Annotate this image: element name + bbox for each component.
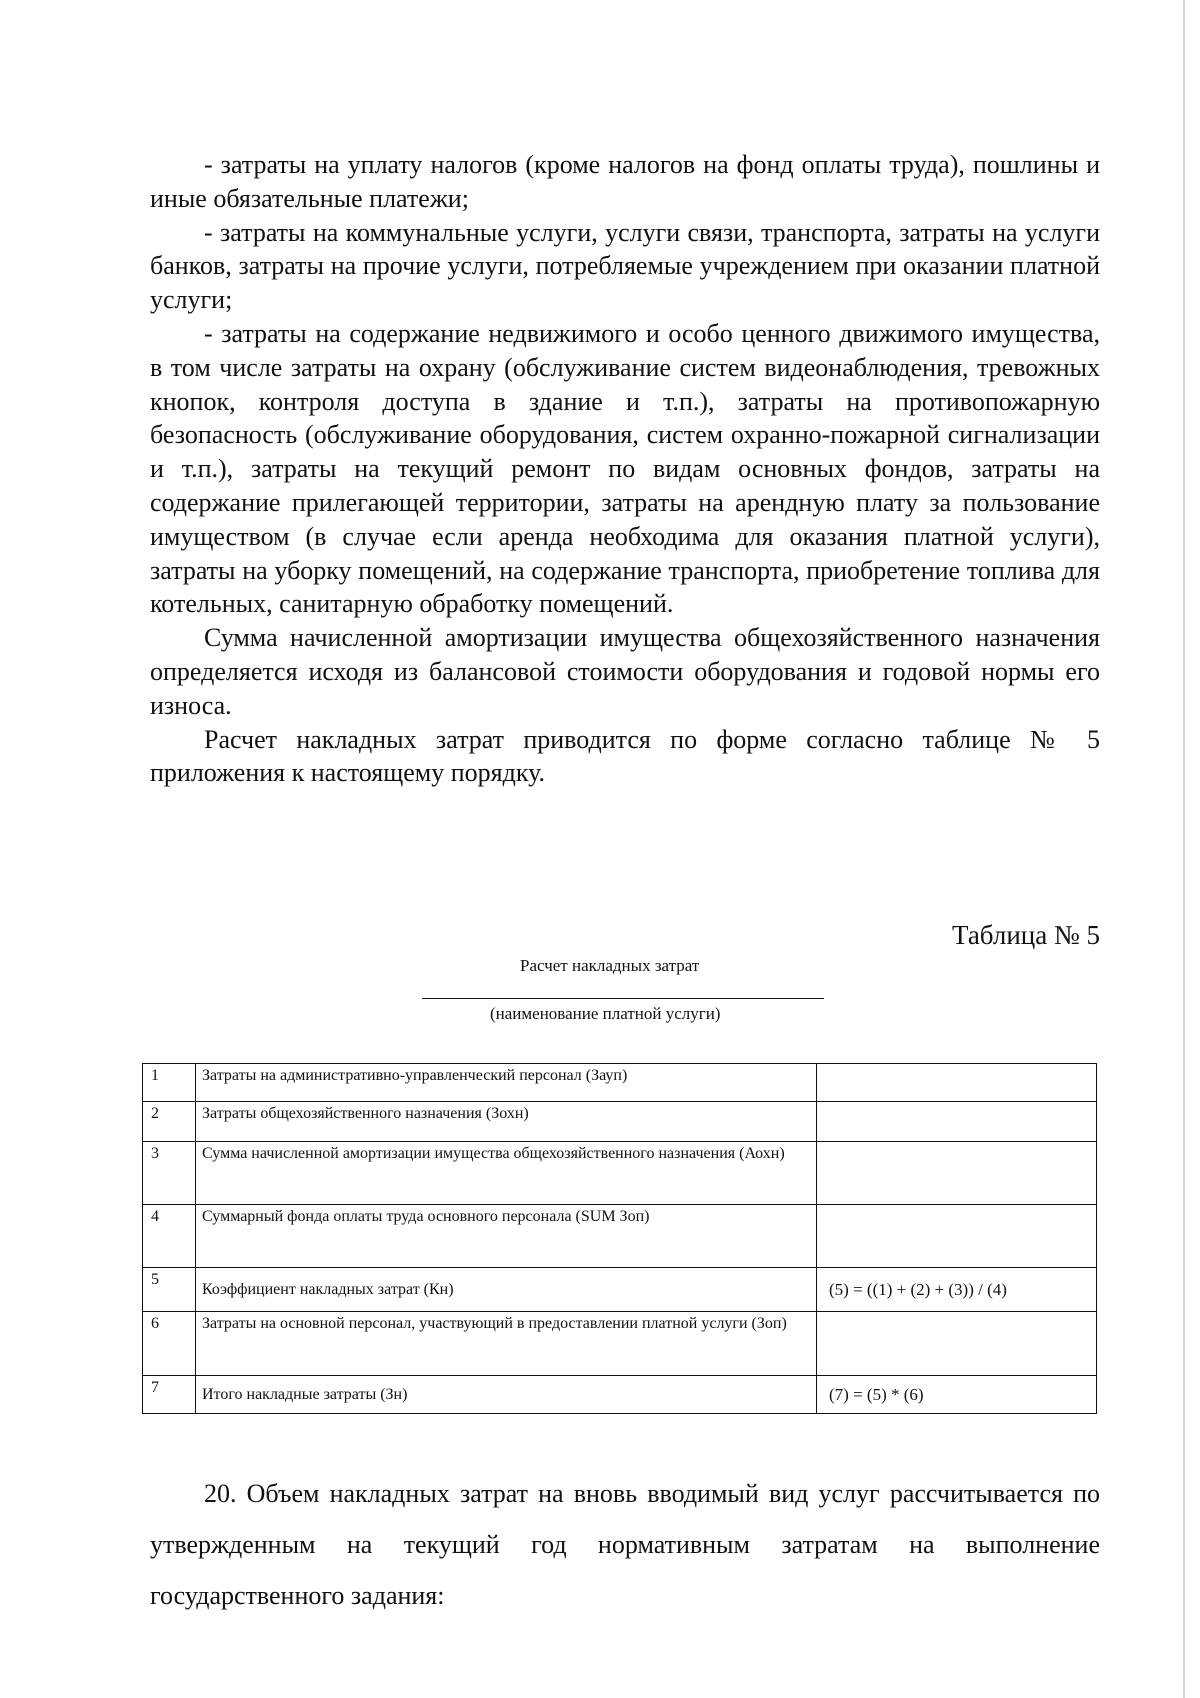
paragraph-table-reference: Расчет накладных затрат приводится по форме согласно таблице № 5 приложения к настоящему порядку. [150, 724, 1100, 788]
row-description: Затраты общехозяйственного назначения (Зохн) [196, 1102, 817, 1142]
row-value: (7) = (5) * (6) [817, 1376, 1097, 1414]
row-value: (5) = ((1) + (2) + (3)) / (4) [817, 1268, 1097, 1312]
table-row [143, 1142, 1097, 1205]
paragraph-depreciation: Сумма начисленной амортизации имущества общехозяйственного назначения определяется исходя из балансовой стоимости оборудования и годовой нормы его износа. [150, 623, 1100, 720]
row-number: 6 [143, 1312, 196, 1376]
row-number: 3 [143, 1142, 196, 1205]
table-row [143, 1064, 1097, 1102]
table-row [143, 1312, 1097, 1376]
row-number: 4 [143, 1205, 196, 1268]
paragraph-new-services: 20. Объем накладных затрат на вновь вводимый вид услуг рассчитывается по утвержденным на текущий год нормативным затратам на выполнение государственного задания: [150, 1479, 1100, 1610]
overhead-calculation-table [142, 1063, 1097, 1414]
table-row [143, 1102, 1097, 1142]
row-number: 2 [143, 1102, 196, 1142]
row-value [817, 1312, 1097, 1376]
row-number: 1 [143, 1064, 196, 1102]
row-description: Коэффициент накладных затрат (Кн) [196, 1268, 817, 1312]
table-subcaption: (наименование платной услуги) [490, 1004, 721, 1023]
page-edge-line [1183, 0, 1185, 1698]
table-number-label: Таблица № 5 [952, 920, 1100, 950]
table-row [143, 1268, 1097, 1312]
row-description: Затраты на основной персонал, участвующий в предоставлении платной услуги (Зоп) [196, 1312, 817, 1376]
row-value [817, 1102, 1097, 1142]
paragraph-utilities: - затраты на коммунальные услуги, услуги связи, транспорта, затраты на услуги банков, затраты на прочие услуги, потребляемые учреждением при оказании платной услуги; [150, 217, 1100, 315]
row-number: 7 [143, 1376, 196, 1414]
row-description: Суммарный фонда оплаты труда основного персонала (SUM Зоп) [196, 1205, 817, 1268]
paragraph-taxes: - затраты на уплату налогов (кроме налогов на фонд оплаты труда), пошлины и иные обязательные платежи; [150, 150, 1100, 213]
row-value [817, 1205, 1097, 1268]
body-text [150, 148, 1100, 790]
table-row [143, 1376, 1097, 1414]
table-row [143, 1205, 1097, 1268]
row-value [817, 1064, 1097, 1102]
table-caption: Расчет накладных затрат [520, 956, 700, 975]
row-number: 5 [143, 1268, 196, 1312]
closing-text [150, 1468, 1100, 1621]
service-name-underline [422, 998, 824, 999]
row-value [817, 1142, 1097, 1205]
row-description: Сумма начисленной амортизации имущества общехозяйственного назначения (Аохн) [196, 1142, 817, 1205]
row-description: Итого накладные затраты (Зн) [196, 1376, 817, 1414]
paragraph-property-maintenance: - затраты на содержание недвижимого и особо ценного движимого имущества, в том числе затраты на охрану (обслуживание систем видеонаблюдения, тревожных кнопок, контроля доступа в здание и т.п.), затраты на противопожарную безопасность (обслуживание оборудования, систем охранно-пожарной сигнализации и т.п.), затраты на текущий ремонт по видам основных фондов, затраты на содержание прилегающей территории, затраты на арендную плату за пользование имуществом (в случае если аренда необходима для оказания платной услуги), затраты на уборку помещений, на содержание транспорта, приобретение топлива для котельных, санитарную обработку помещений. [150, 318, 1100, 619]
row-description: Затраты на административно-управленческий персонал (Зауп) [196, 1064, 817, 1102]
